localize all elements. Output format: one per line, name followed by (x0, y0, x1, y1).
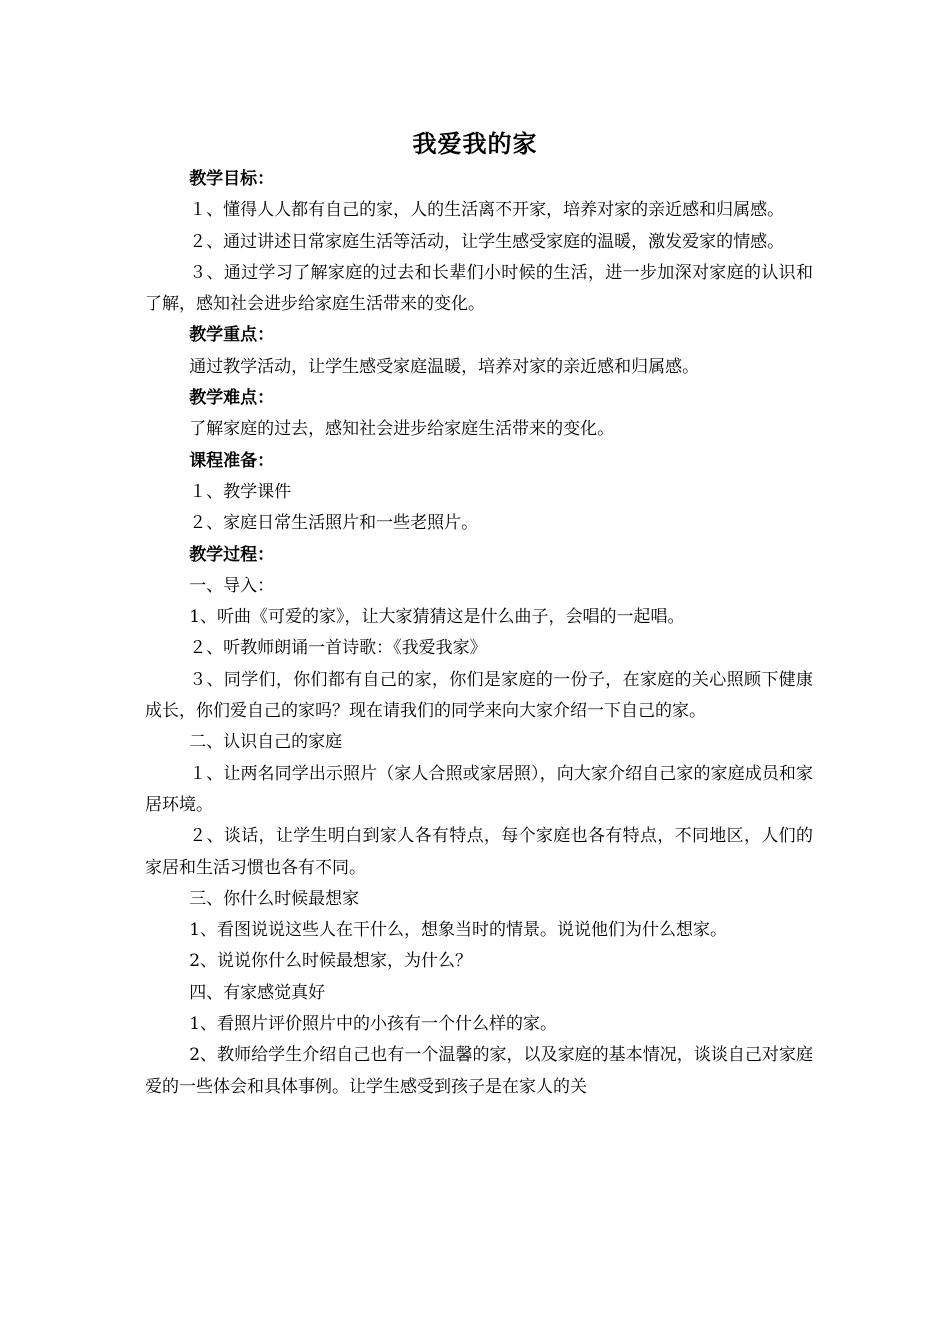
part4-title: 四、有家感觉真好 (189, 982, 326, 1003)
difficulty-heading: 教学难点： (189, 388, 275, 409)
part2-title: 二、认识自己的家庭 (189, 732, 343, 753)
part4-item-1: 1、看照片评价照片中的小孩有一个什么样的家。 (189, 1014, 558, 1035)
preparation-item-1: １、教学课件 (189, 481, 292, 502)
part2-item-2: ２、谈话，让学生明白到家人各有特点，每个家庭也各有特点，不同地区，人们的家居和生活习惯也各有不同。 (145, 826, 813, 878)
part1-title: 一、导入： (189, 575, 275, 596)
goal-item-1: １、懂得人人都有自己的家，人的生活离不开家，培养对家的亲近感和归属感。 (189, 200, 785, 221)
part1-item-2: ２、听教师朗诵一首诗歌：《我爱我家》 (189, 638, 487, 659)
part4-item-2: 2、教师给学生介绍自己也有一个温馨的家，以及家庭的基本情况，谈谈自己对家庭爱的一些体会和具体事例。让学生感受到孩子是在家人的关 (145, 1045, 813, 1097)
document-body (145, 164, 813, 1103)
key-points-heading: 教学重点： (189, 325, 275, 346)
part3-item-2: 2、说说你什么时候最想家，为什么？ (189, 951, 473, 972)
goal-item-3: ３、通过学习了解家庭的过去和长辈们小时候的生活，进一步加深对家庭的认识和了解，感知社会进步给家庭生活带来的变化。 (145, 262, 813, 315)
difficulty-text: 了解家庭的过去，感知社会进步给家庭生活带来的变化。 (189, 419, 615, 440)
part1-item-3: ３、同学们，你们都有自己的家，你们是家庭的一份子，在家庭的关心照顾下健康成长，你们爱自己的家吗？现在请我们的同学来向大家介绍一下自己的家。 (145, 669, 813, 722)
goal-item-2: ２、通过讲述日常家庭生活等活动，让学生感受家庭的温暖，激发爱家的情感。 (189, 231, 785, 252)
part2-item-1: １、让两名同学出示照片（家人合照或家居照），向大家介绍自己家的家庭成员和家居环境。 (145, 763, 813, 815)
part1-item-1: 1、听曲《可爱的家》，让大家猜猜这是什么曲子，会唱的一起唱。 (189, 607, 685, 628)
document-title: 我爱我的家 (412, 129, 538, 158)
part3-item-1: 1、看图说说这些人在干什么，想象当时的情景。说说他们为什么想家。 (189, 920, 728, 941)
key-points-text: 通过教学活动，让学生感受家庭温暖，培养对家的亲近感和归属感。 (189, 356, 700, 377)
preparation-heading: 课程准备： (189, 450, 275, 471)
preparation-item-2: ２、家庭日常生活照片和一些老照片。 (189, 513, 479, 534)
goals-heading: 教学目标： (189, 169, 275, 189)
process-heading: 教学过程： (189, 544, 275, 565)
part3-title: 三、你什么时候最想家 (189, 888, 360, 909)
